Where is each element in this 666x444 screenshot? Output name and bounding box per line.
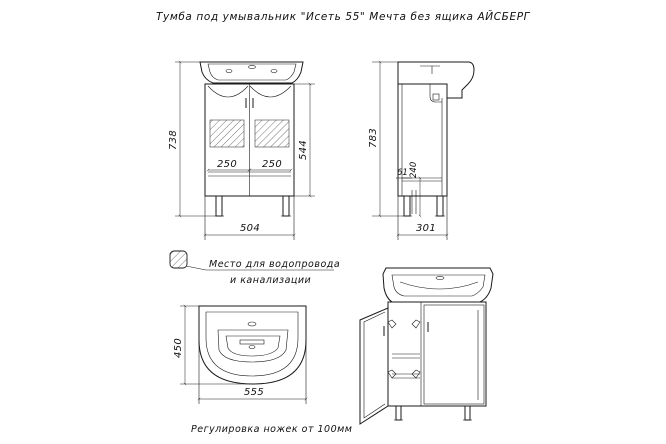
side-view xyxy=(368,62,474,240)
dim-front-half-right: 250 xyxy=(262,159,282,170)
legend-hatch-swatch xyxy=(170,251,187,268)
dim-top-depth: 450 xyxy=(173,338,184,358)
top-view xyxy=(173,306,306,404)
side-leg-left xyxy=(404,196,410,216)
front-hatch-right xyxy=(255,120,289,147)
perspective-view xyxy=(360,268,493,424)
front-view xyxy=(168,62,315,240)
drawing-title: Тумба под умывальник "Исеть 55" Мечта без ящика АЙСБЕРГ xyxy=(156,11,531,23)
perspective-leg-left xyxy=(396,406,401,420)
legend-line-2: и канализации xyxy=(230,275,312,286)
dim-front-height-body: 544 xyxy=(298,140,309,160)
front-leg-right xyxy=(283,196,289,216)
perspective-sink xyxy=(383,268,493,302)
dim-side-height: 783 xyxy=(368,128,379,148)
side-sink xyxy=(398,62,474,98)
dim-side-leg-offset: 61 xyxy=(397,168,408,178)
dim-front-half-left: 250 xyxy=(217,159,237,170)
dim-front-height-total: 738 xyxy=(168,130,179,150)
dim-side-shelf-height: 240 xyxy=(409,161,419,178)
dim-front-width: 504 xyxy=(240,223,260,234)
front-hatch-left xyxy=(210,120,244,147)
front-leg-left xyxy=(216,196,222,216)
dim-side-depth: 301 xyxy=(416,223,436,234)
dim-top-width: 555 xyxy=(244,387,264,398)
legend-line-1: Место для водопровода xyxy=(209,259,341,270)
side-cabinet-body xyxy=(398,84,447,196)
top-sink-outline xyxy=(199,306,306,384)
footer-note: Регулировка ножек от 100мм xyxy=(191,424,353,435)
legend xyxy=(170,251,340,286)
side-leg-right xyxy=(437,196,443,216)
perspective-leg-right xyxy=(465,406,470,420)
